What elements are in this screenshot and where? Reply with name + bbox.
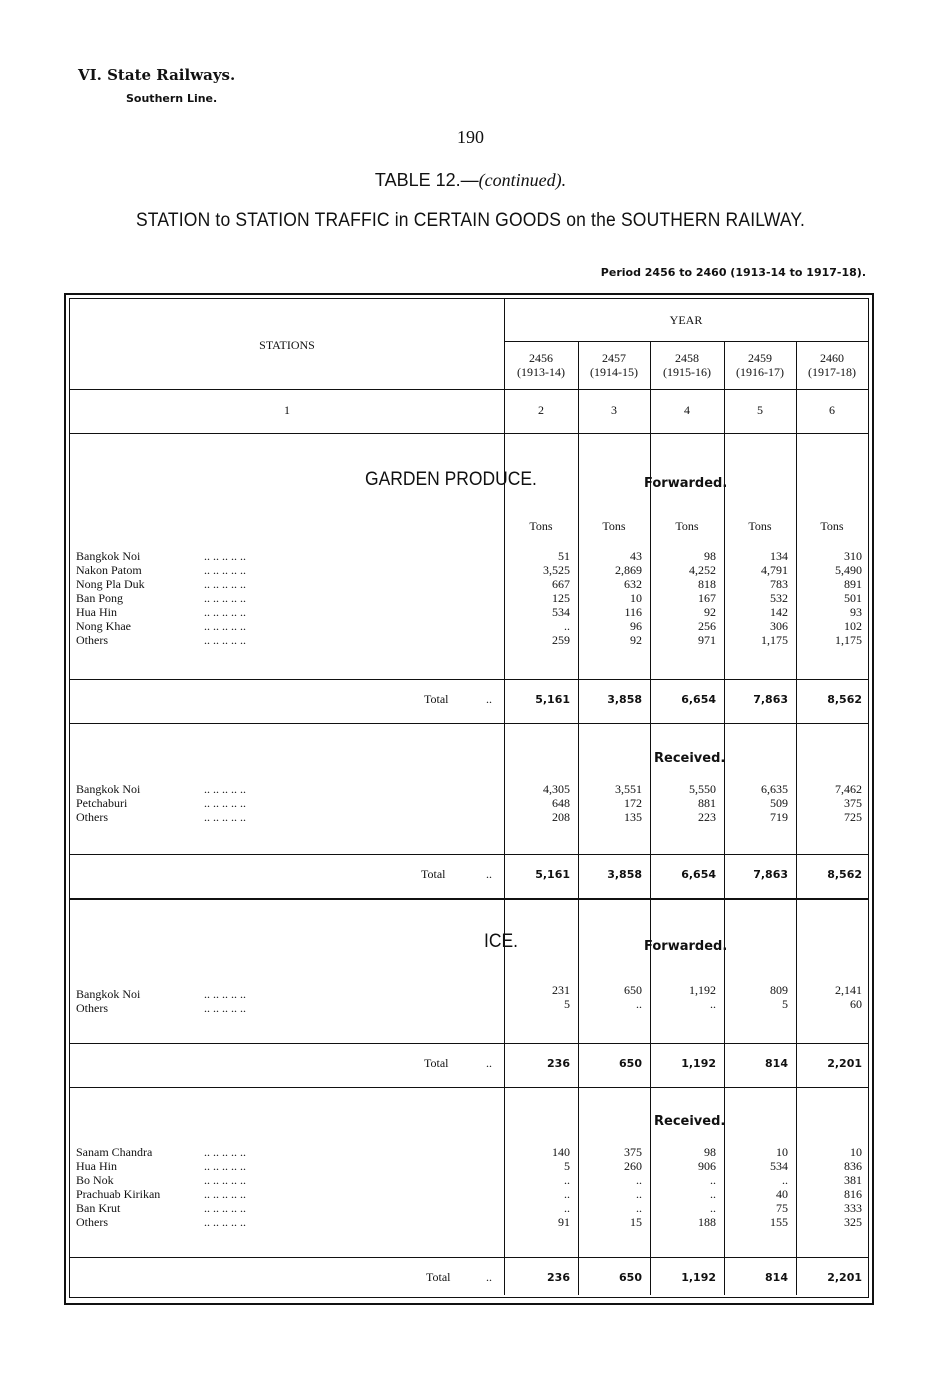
station-name: Hua Hin [76,1159,117,1173]
subsection-heading: Southern Line. [126,92,218,105]
table-continued: (continued). [478,170,567,190]
leader-dots: .. [486,867,492,881]
garden-fwd-total-6: 8,562 [827,693,862,706]
year-col-2: 2456 (1913-14) [517,351,565,379]
table-title: STATION to STATION TRAFFIC in CERTAIN GOODS on the SOUTHERN RAILWAY. [135,210,806,231]
ice-fwd-col-4: 1,192 .. [689,983,716,1011]
year-header: YEAR [669,313,703,327]
ice-rec-col-4: 98 906 .. .. .. 188 [698,1145,716,1229]
total-rule [70,1257,868,1258]
year-rule [504,341,868,342]
col-number-6: 6 [829,403,835,417]
total-label: Total [424,1056,449,1070]
station-name: Hua Hin [76,605,117,619]
stations-header: STATIONS [259,338,315,352]
total-label: Total [421,867,446,881]
station-name: Nakon Patom [76,563,142,577]
total-rule [70,854,868,855]
table-label [0,170,941,191]
station-name: Bangkok Noi [76,549,141,563]
garden-rec-col-5: 6,635 509 719 [761,782,788,824]
section-heading: VI. State Railways. [78,66,236,84]
col-number-1: 1 [284,403,290,417]
garden-rec-col-2: 4,305 648 208 [543,782,570,824]
station-name: Others [76,810,108,824]
year-col-4: 2458 (1915-16) [663,351,711,379]
table-number: TABLE 12.— [374,170,479,190]
unit-label: Tons [748,519,772,533]
total-rule [70,1043,868,1044]
section-rule [70,723,868,724]
station-name: Sanam Chandra [76,1145,153,1159]
garden-received-stations [76,782,214,824]
leader-dots: .. [486,692,492,706]
garden-fwd-col-4: 98 4,252 818 167 92 256 971 [689,549,716,647]
year-col-5: 2459 (1916-17) [736,351,784,379]
ice-fwd-total-3: 650 [619,1057,642,1070]
station-name: Others [76,633,108,647]
section-rule [70,1087,868,1088]
section-divider [70,898,868,900]
total-label: Total [426,1270,451,1284]
traffic-table [64,293,874,1305]
ice-forwarded-label: Forwarded. [644,939,728,954]
unit-label: Tons [820,519,844,533]
ice-rec-total-3: 650 [619,1271,642,1284]
col-number-5: 5 [757,403,763,417]
leader-dots: .. .. .. .. .. .. .. .. .. .. .. .. .. .. .. .. .. .. .. .. .. .. .. .. .. .. .. .. .. .. [204,1145,246,1229]
header-rule [70,389,868,390]
ice-rec-col-6: 10 836 381 816 333 325 [844,1145,862,1229]
station-name: Others [76,1215,108,1229]
leader-dots: .. [486,1056,492,1070]
leader-dots: .. .. .. .. .. .. .. .. .. .. .. .. .. .. .. .. .. .. .. .. .. .. .. .. .. .. .. .. .. .. .. .. .. .. .. [204,549,246,647]
year-col-3: 2457 (1914-15) [590,351,638,379]
station-name: Prachuab Kirikan [76,1187,161,1201]
year-col-6: 2460 (1917-18) [808,351,856,379]
garden-fwd-col-6: 310 5,490 891 501 93 102 1,175 [835,549,862,647]
garden-fwd-total-2: 5,161 [535,693,570,706]
ice-rec-col-5: 10 534 .. 40 75 155 [770,1145,788,1229]
ice-rec-col-2: 140 5 .. .. .. 91 [552,1145,570,1229]
ice-fwd-col-3: 650 .. [624,983,642,1011]
garden-rec-total-5: 7,863 [753,868,788,881]
ice-fwd-col-5: 809 5 [770,983,788,1011]
garden-rec-col-6: 7,462 375 725 [835,782,862,824]
garden-forwarded-label: Forwarded. [644,476,728,491]
unit-label: Tons [529,519,553,533]
ice-received-label: Received. [654,1114,726,1129]
ice-fwd-col-6: 2,141 60 [835,983,862,1011]
garden-fwd-total-3: 3,858 [607,693,642,706]
ice-rec-total-5: 814 [765,1271,788,1284]
unit-label: Tons [602,519,626,533]
garden-rec-total-3: 3,858 [607,868,642,881]
unit-label: Tons [675,519,699,533]
station-name: Nong Pla Duk [76,577,145,591]
leader-dots: .. [486,1270,492,1284]
garden-fwd-col-2: 51 3,525 667 125 534 .. 259 [543,549,570,647]
total-rule [70,679,868,680]
period-note: Period 2456 to 2460 (1913-14 to 1917-18). [600,266,866,279]
ice-rec-total-4: 1,192 [681,1271,716,1284]
station-name: Bo Nok [76,1173,114,1187]
ice-rec-total-2: 236 [547,1271,570,1284]
garden-rec-col-3: 3,551 172 135 [615,782,642,824]
number-rule [70,433,868,434]
station-name: Bangkok Noi [76,782,141,796]
section-title-garden-produce: GARDEN PRODUCE. [365,469,537,490]
garden-rec-col-4: 5,550 881 223 [689,782,716,824]
section-title-ice: ICE. [484,931,518,952]
garden-fwd-total-4: 6,654 [681,693,716,706]
leader-dots: .. .. .. .. .. .. .. .. .. .. [204,987,246,1015]
col-number-4: 4 [684,403,690,417]
ice-forwarded-stations [76,987,214,1015]
garden-received-label: Received. [654,751,726,766]
page-number: 190 [457,127,484,147]
ice-fwd-total-6: 2,201 [827,1057,862,1070]
garden-fwd-col-3: 43 2,869 632 10 116 96 92 [615,549,642,647]
ice-rec-total-6: 2,201 [827,1271,862,1284]
total-label: Total [424,692,449,706]
ice-fwd-total-4: 1,192 [681,1057,716,1070]
ice-fwd-total-2: 236 [547,1057,570,1070]
station-name: Ban Krut [76,1201,121,1215]
garden-forwarded-stations [76,549,214,647]
ice-fwd-total-5: 814 [765,1057,788,1070]
garden-fwd-total-5: 7,863 [753,693,788,706]
station-name: Petchaburi [76,796,128,810]
ice-received-stations [76,1145,214,1229]
garden-rec-total-4: 6,654 [681,868,716,881]
ice-fwd-col-2: 231 5 [552,983,570,1011]
station-name: Bangkok Noi [76,987,141,1001]
station-name: Others [76,1001,108,1015]
garden-fwd-col-5: 134 4,791 783 532 142 306 1,175 [761,549,788,647]
station-name: Ban Pong [76,591,124,605]
leader-dots: .. .. .. .. .. .. .. .. .. .. .. .. .. .. .. [204,782,246,824]
garden-rec-total-6: 8,562 [827,868,862,881]
station-name: Nong Khae [76,619,131,633]
col-number-3: 3 [611,403,617,417]
garden-rec-total-2: 5,161 [535,868,570,881]
ice-rec-col-3: 375 260 .. .. .. 15 [624,1145,642,1229]
col-number-2: 2 [538,403,544,417]
